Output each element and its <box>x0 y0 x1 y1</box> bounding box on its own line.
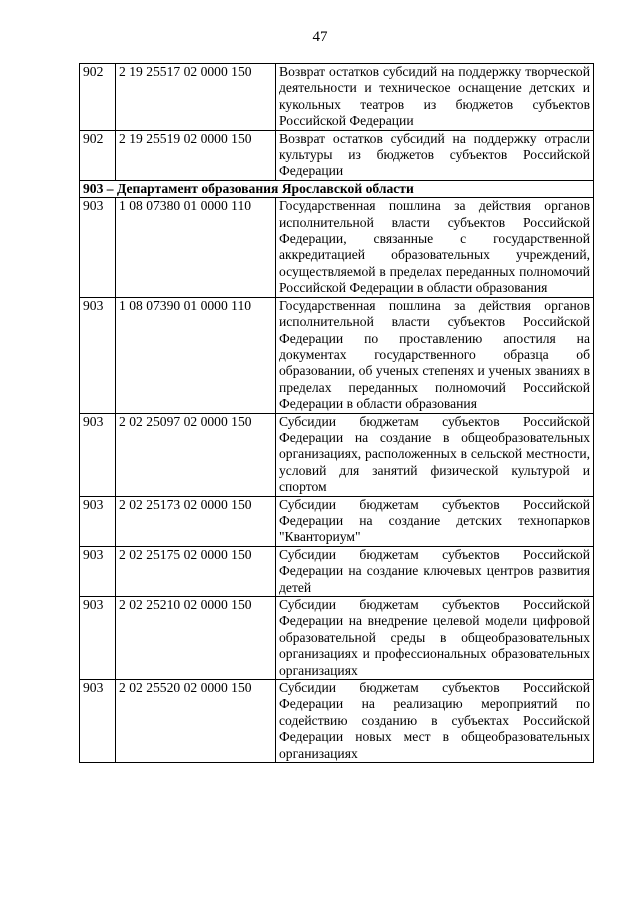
description-cell: Возврат остатков субсидий на поддержку творческой деятельности и техническое оснащение детских и кукольных театров из бюджетов субъектов Российской Федерации <box>276 64 594 131</box>
table-row <box>80 297 594 413</box>
table-row <box>80 413 594 496</box>
admin-code-cell: 903 <box>80 413 116 496</box>
description-cell: Субсидии бюджетам субъектов Российской Федерации на создание в общеобразовательных организациях, расположенных в сельской местности, условий для занятий физической культурой и спортом <box>276 413 594 496</box>
table-row <box>80 546 594 596</box>
budget-code-cell: 2 02 25097 02 0000 150 <box>116 413 276 496</box>
table-row <box>80 680 594 763</box>
admin-code-cell: 903 <box>80 680 116 763</box>
description-cell: Субсидии бюджетам субъектов Российской Федерации на реализацию мероприятий по содействию созданию в субъектах Российской Федерации новых мест в общеобразовательных организациях <box>276 680 594 763</box>
budget-code-cell: 2 19 25517 02 0000 150 <box>116 64 276 131</box>
description-cell: Государственная пошлина за действия органов исполнительной власти субъектов Российской Федерации, связанные с государственной аккредитацией образовательных учреждений, осуществляемой в пределах переданных полномочий Российской Федерации в области образования <box>276 198 594 297</box>
admin-code-cell: 903 <box>80 198 116 297</box>
section-header-row <box>80 180 594 197</box>
budget-code-cell: 2 02 25210 02 0000 150 <box>116 597 276 680</box>
table-row <box>80 198 594 297</box>
budget-code-cell: 2 02 25175 02 0000 150 <box>116 546 276 596</box>
admin-code-cell: 903 <box>80 496 116 546</box>
table-row <box>80 597 594 680</box>
description-cell: Субсидии бюджетам субъектов Российской Федерации на создание детских технопарков "Кванториум" <box>276 496 594 546</box>
description-cell: Субсидии бюджетам субъектов Российской Федерации на создание ключевых центров развития детей <box>276 546 594 596</box>
table-row <box>80 130 594 180</box>
budget-code-cell: 2 19 25519 02 0000 150 <box>116 130 276 180</box>
page-number: 47 <box>312 29 328 45</box>
description-cell: Субсидии бюджетам субъектов Российской Федерации на внедрение целевой модели цифровой образовательной среды в общеобразовательных организациях и профессиональных образовательных организациях <box>276 597 594 680</box>
budget-code-cell: 1 08 07380 01 0000 110 <box>116 198 276 297</box>
admin-code-cell: 902 <box>80 64 116 131</box>
budget-classification-table <box>79 63 594 763</box>
admin-code-cell: 903 <box>80 297 116 413</box>
table-row <box>80 496 594 546</box>
admin-code-cell: 902 <box>80 130 116 180</box>
admin-code-cell: 903 <box>80 597 116 680</box>
budget-code-cell: 2 02 25173 02 0000 150 <box>116 496 276 546</box>
description-cell: Возврат остатков субсидий на поддержку отрасли культуры из бюджетов субъектов Российской Федерации <box>276 130 594 180</box>
admin-code-cell: 903 <box>80 546 116 596</box>
description-cell: Государственная пошлина за действия органов исполнительной власти субъектов Российской Федерации по проставлению апостиля на документах государственного образца об образовании, об ученых степенях и ученых званиях в пределах переданных полномочий Российской Федерации в области образования <box>276 297 594 413</box>
budget-code-cell: 1 08 07390 01 0000 110 <box>116 297 276 413</box>
section-title: 903 – Департамент образования Ярославской области <box>80 180 594 197</box>
table-row <box>80 64 594 131</box>
budget-code-cell: 2 02 25520 02 0000 150 <box>116 680 276 763</box>
